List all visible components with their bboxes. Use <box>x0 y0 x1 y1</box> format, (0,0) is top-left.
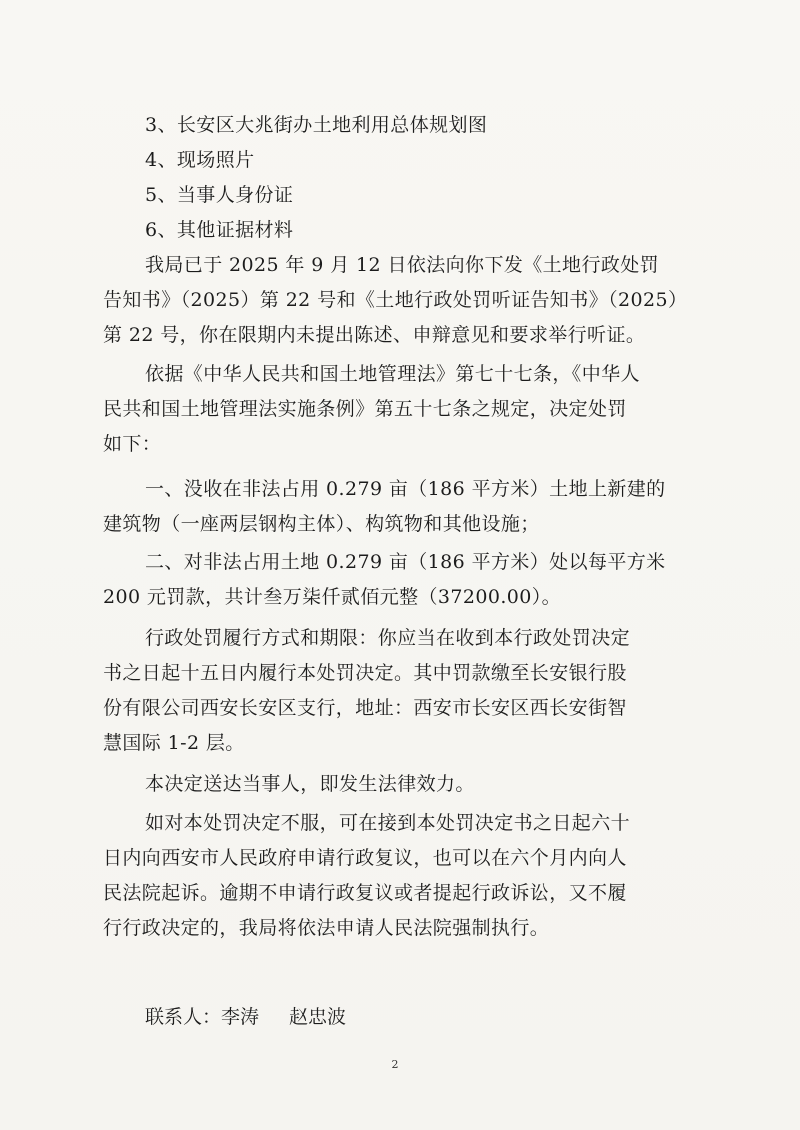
appeal-line: 行行政决定的，我局将依法申请人民法院强制执行。 <box>103 917 550 939</box>
notice-paragraph <box>103 248 703 353</box>
appeal-line: 如对本处罚决定不服，可在接到本处罚决定书之日起六十 <box>145 812 631 834</box>
method-paragraph <box>103 621 703 761</box>
method-line: 行政处罚履行方式和期限：你应当在收到本行政处罚决定 <box>145 627 631 649</box>
notice-line: 我局已于 2025 年 9 月 12 日依法向你下发《土地行政处罚 <box>145 254 660 276</box>
penalty-two-line: 二、对非法占用土地 0.279 亩（186 平方米）处以每平方米 <box>145 551 666 573</box>
penalty-two-line: 200 元罚款，共计叁万柒仟贰佰元整（37200.00）。 <box>103 586 562 608</box>
notice-line: 第 22 号，你在限期内未提出陈述、申辩意见和要求举行听证。 <box>103 324 646 346</box>
penalty-one-line: 一、没收在非法占用 0.279 亩（186 平方米）土地上新建的 <box>145 478 666 500</box>
notice-line: 告知书》（2025）第 22 号和《土地行政处罚听证告知书》（2025） <box>103 289 688 311</box>
appeal-line: 日内向西安市人民政府申请行政复议，也可以在六个月内向人 <box>103 847 627 869</box>
attachment-item: 4、现场照片 <box>145 149 255 171</box>
contact-line <box>145 1000 346 1035</box>
contact-label: 联系人：李涛 <box>145 1006 260 1028</box>
basis-line: 如下： <box>103 433 162 455</box>
method-line: 慧国际 1-2 层。 <box>103 732 245 754</box>
attachment-item: 6、其他证据材料 <box>145 219 294 241</box>
basis-line: 依据《中华人民共和国土地管理法》第七十七条，《中华人 <box>145 363 640 385</box>
effect-line: 本决定送达当事人，即发生法律效力。 <box>145 773 475 795</box>
appeal-paragraph <box>103 806 703 946</box>
method-line: 书之日起十五日内履行本处罚决定。其中罚款缴至长安银行股 <box>103 662 627 684</box>
attachment-item: 5、当事人身份证 <box>145 184 294 206</box>
penalty-one-paragraph <box>103 472 703 542</box>
basis-line: 民共和国土地管理法实施条例》第五十七条之规定，决定处罚 <box>103 398 627 420</box>
page-number: 2 <box>391 1058 399 1071</box>
penalty-two-paragraph <box>103 545 703 615</box>
effect-paragraph <box>103 767 703 802</box>
appeal-line: 民法院起诉。逾期不申请行政复议或者提起行政诉讼，又不履 <box>103 882 627 904</box>
penalty-one-line: 建筑物（一座两层钢构主体）、构筑物和其他设施； <box>103 513 540 535</box>
attachment-item: 3、长安区大兆街办土地利用总体规划图 <box>145 114 488 136</box>
contact-second: 赵忠波 <box>289 1006 347 1028</box>
attachment-list <box>103 108 703 248</box>
method-line: 份有限公司西安长安区支行，地址：西安市长安区西长安街智 <box>103 697 627 719</box>
basis-paragraph <box>103 357 703 462</box>
